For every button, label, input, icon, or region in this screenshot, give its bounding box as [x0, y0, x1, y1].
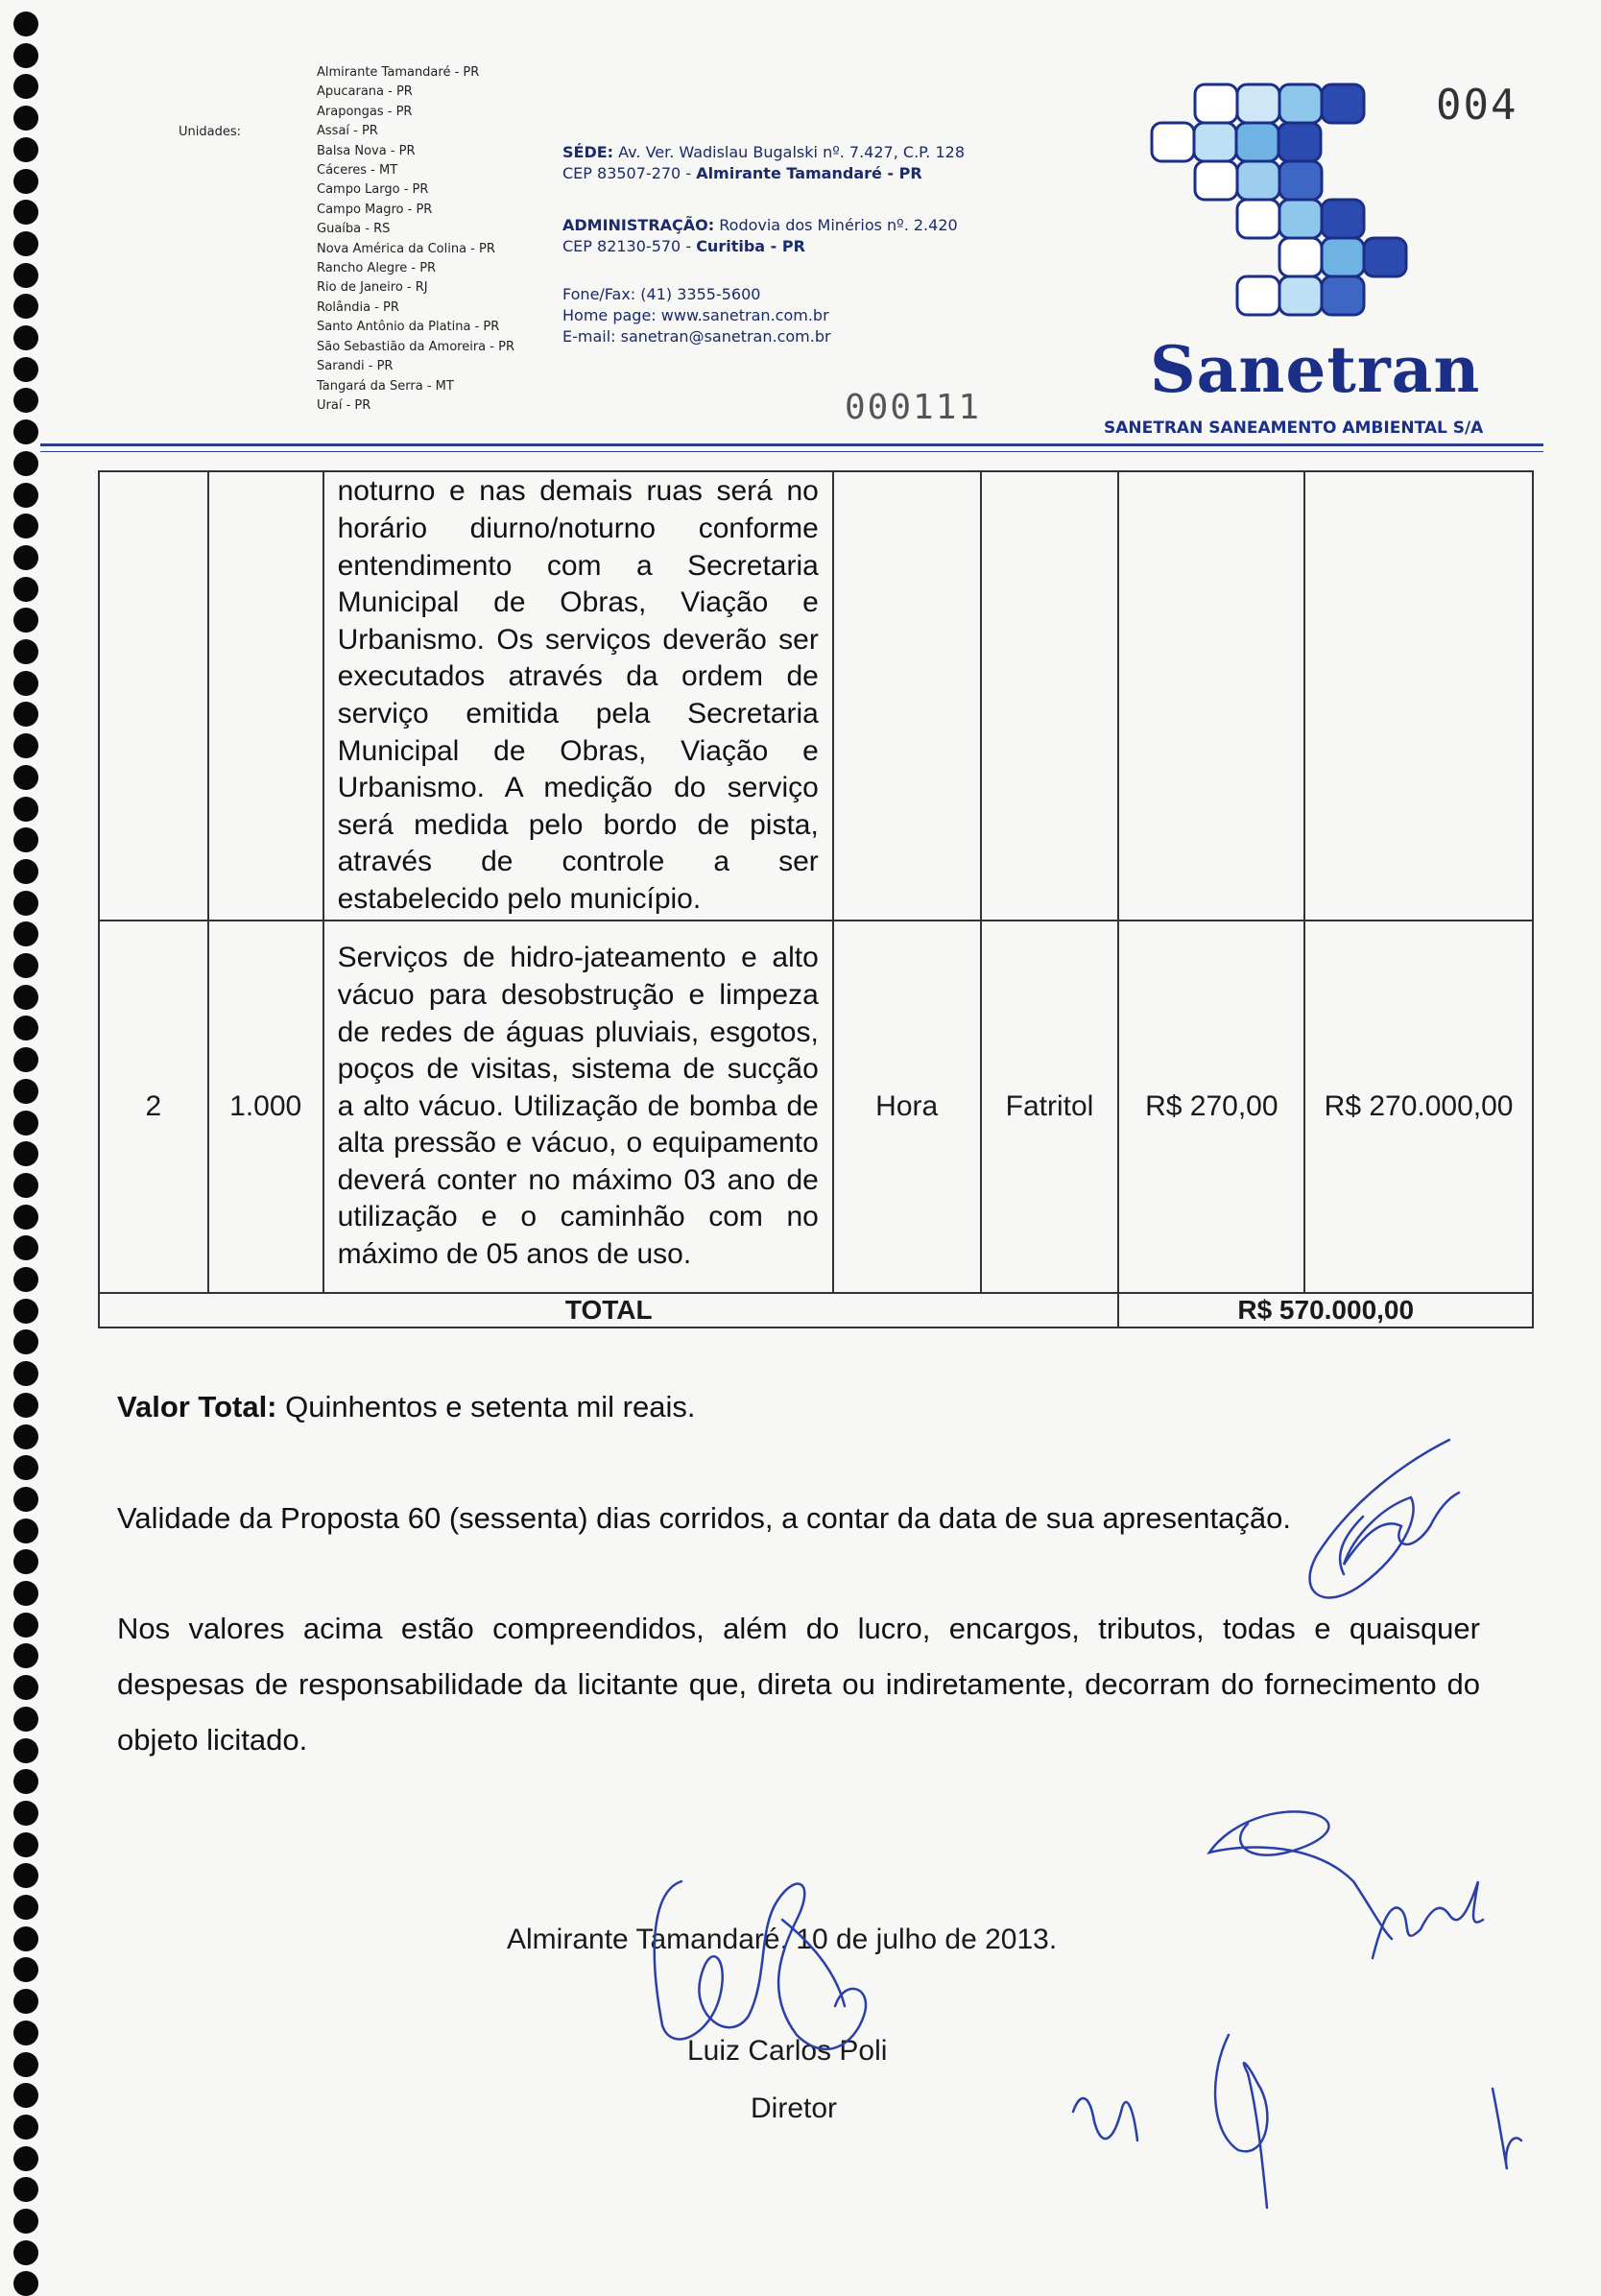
unit-item: São Sebastião da Amoreira - PR [317, 339, 514, 354]
unit-item: Cáceres - MT [317, 163, 398, 179]
unit-item: Rolândia - PR [317, 299, 399, 315]
item-brand: Fatritol [981, 921, 1119, 1293]
unit-item: Sarandi - PR [317, 359, 394, 374]
item-quantity: 1.000 [208, 921, 323, 1293]
unit-item: Almirante Tamandaré - PR [317, 65, 480, 80]
adm-line1: Rodovia dos Minérios nº. 2.420 [719, 216, 958, 234]
unit-item: Rio de Janeiro - RJ [317, 280, 428, 296]
sede-line2-city: Almirante Tamandaré - PR [696, 164, 922, 182]
unit-item: Guaíba - RS [317, 222, 391, 237]
unit-item: Apucarana - PR [317, 84, 413, 100]
valor-total-label: Valor Total: [117, 1390, 277, 1423]
signer-role: Diretor [751, 2093, 838, 2124]
unit-item: Tangará da Serra - MT [317, 378, 454, 394]
unit-item: Uraí - PR [317, 397, 371, 413]
clause-text: Nos valores acima estão compreendidos, além do lucro, encargos, tributos, todas e quaisquer despesas de responsabilidade da licitante que, direta ou indiretamente, decorram do fornecimento do objeto licitado. [117, 1612, 1480, 1757]
page-number-stamp: 004 [1436, 81, 1518, 130]
validade-text: Validade da Proposta 60 (sessenta) dias corridos, a contar da data de sua apresentação. [117, 1501, 1291, 1535]
unit-item: Arapongas - PR [317, 104, 413, 119]
homepage: Home page: www.sanetran.com.br [562, 306, 829, 324]
brand-name: Sanetran [1150, 332, 1481, 407]
item-unit: Hora [833, 921, 981, 1293]
total-label: TOTAL [99, 1293, 1118, 1327]
unit-item: Campo Magro - PR [317, 202, 433, 217]
unit-item: Campo Largo - PR [317, 182, 429, 198]
phone: Fone/Fax: (41) 3355-5600 [562, 285, 761, 303]
unit-item: Santo Antônio da Platina - PR [317, 320, 500, 335]
email: E-mail: sanetran@sanetran.com.br [562, 327, 831, 346]
unit-item: Rancho Alegre - PR [317, 261, 437, 276]
place-date: Almirante Tamandaré, 10 de julho de 2013. [507, 1924, 1058, 1955]
adm-line2-prefix: CEP 82130-570 - [562, 237, 692, 255]
item-number: 2 [99, 921, 208, 1293]
sequence-stamp: 000111 [845, 388, 982, 427]
signer-name: Luiz Carlos Poli [687, 2035, 888, 2067]
sede-line2-prefix: CEP 83507-270 - [562, 164, 692, 182]
unit-item: Balsa Nova - PR [317, 143, 416, 158]
adm-line2-city: Curitiba - PR [696, 237, 805, 255]
unit-item: Nova América da Colina - PR [317, 241, 495, 256]
item-unit-price: R$ 270,00 [1118, 921, 1304, 1293]
company-name: SANETRAN SANEAMENTO AMBIENTAL S/A [1104, 419, 1484, 438]
sede-label: SÉDE: [562, 143, 614, 161]
item-total-price: R$ 270.000,00 [1304, 921, 1533, 1293]
sede-line1: Av. Ver. Wadislau Bugalski nº. 7.427, C.P. 128 [618, 143, 966, 161]
continuation-description: noturno e nas demais ruas será no horário diurno/noturno conforme entendimento com a Secretaria Municipal de Obras, Viação e Urbanismo. Os serviços deverão ser executados através da ordem de serviço emitida pela Secretaria Municipal de Obras, Viação e Urbanismo. A medição do serviço será medida pelo bordo de pista, através de controle a ser estabelecido pelo município. [323, 471, 833, 921]
adm-label: ADMINISTRAÇÃO: [562, 216, 715, 234]
total-value: R$ 570.000,00 [1118, 1293, 1533, 1327]
valor-total-text: Quinhentos e setenta mil reais. [285, 1390, 696, 1423]
units-label: Unidades: [179, 125, 241, 139]
unit-item: Assaí - PR [317, 124, 378, 139]
item-description: Serviços de hidro-jateamento e alto vácuo para desobstrução e limpeza de redes de águas pluviais, esgotos, poços de visitas, sistema de sucção a alto vácuo. Utilização de bomba de alta pressão e vácuo, o equipamento deverá conter no máximo 03 ano de utilização e o caminhão com no máximo de 05 anos de uso. [323, 921, 833, 1293]
